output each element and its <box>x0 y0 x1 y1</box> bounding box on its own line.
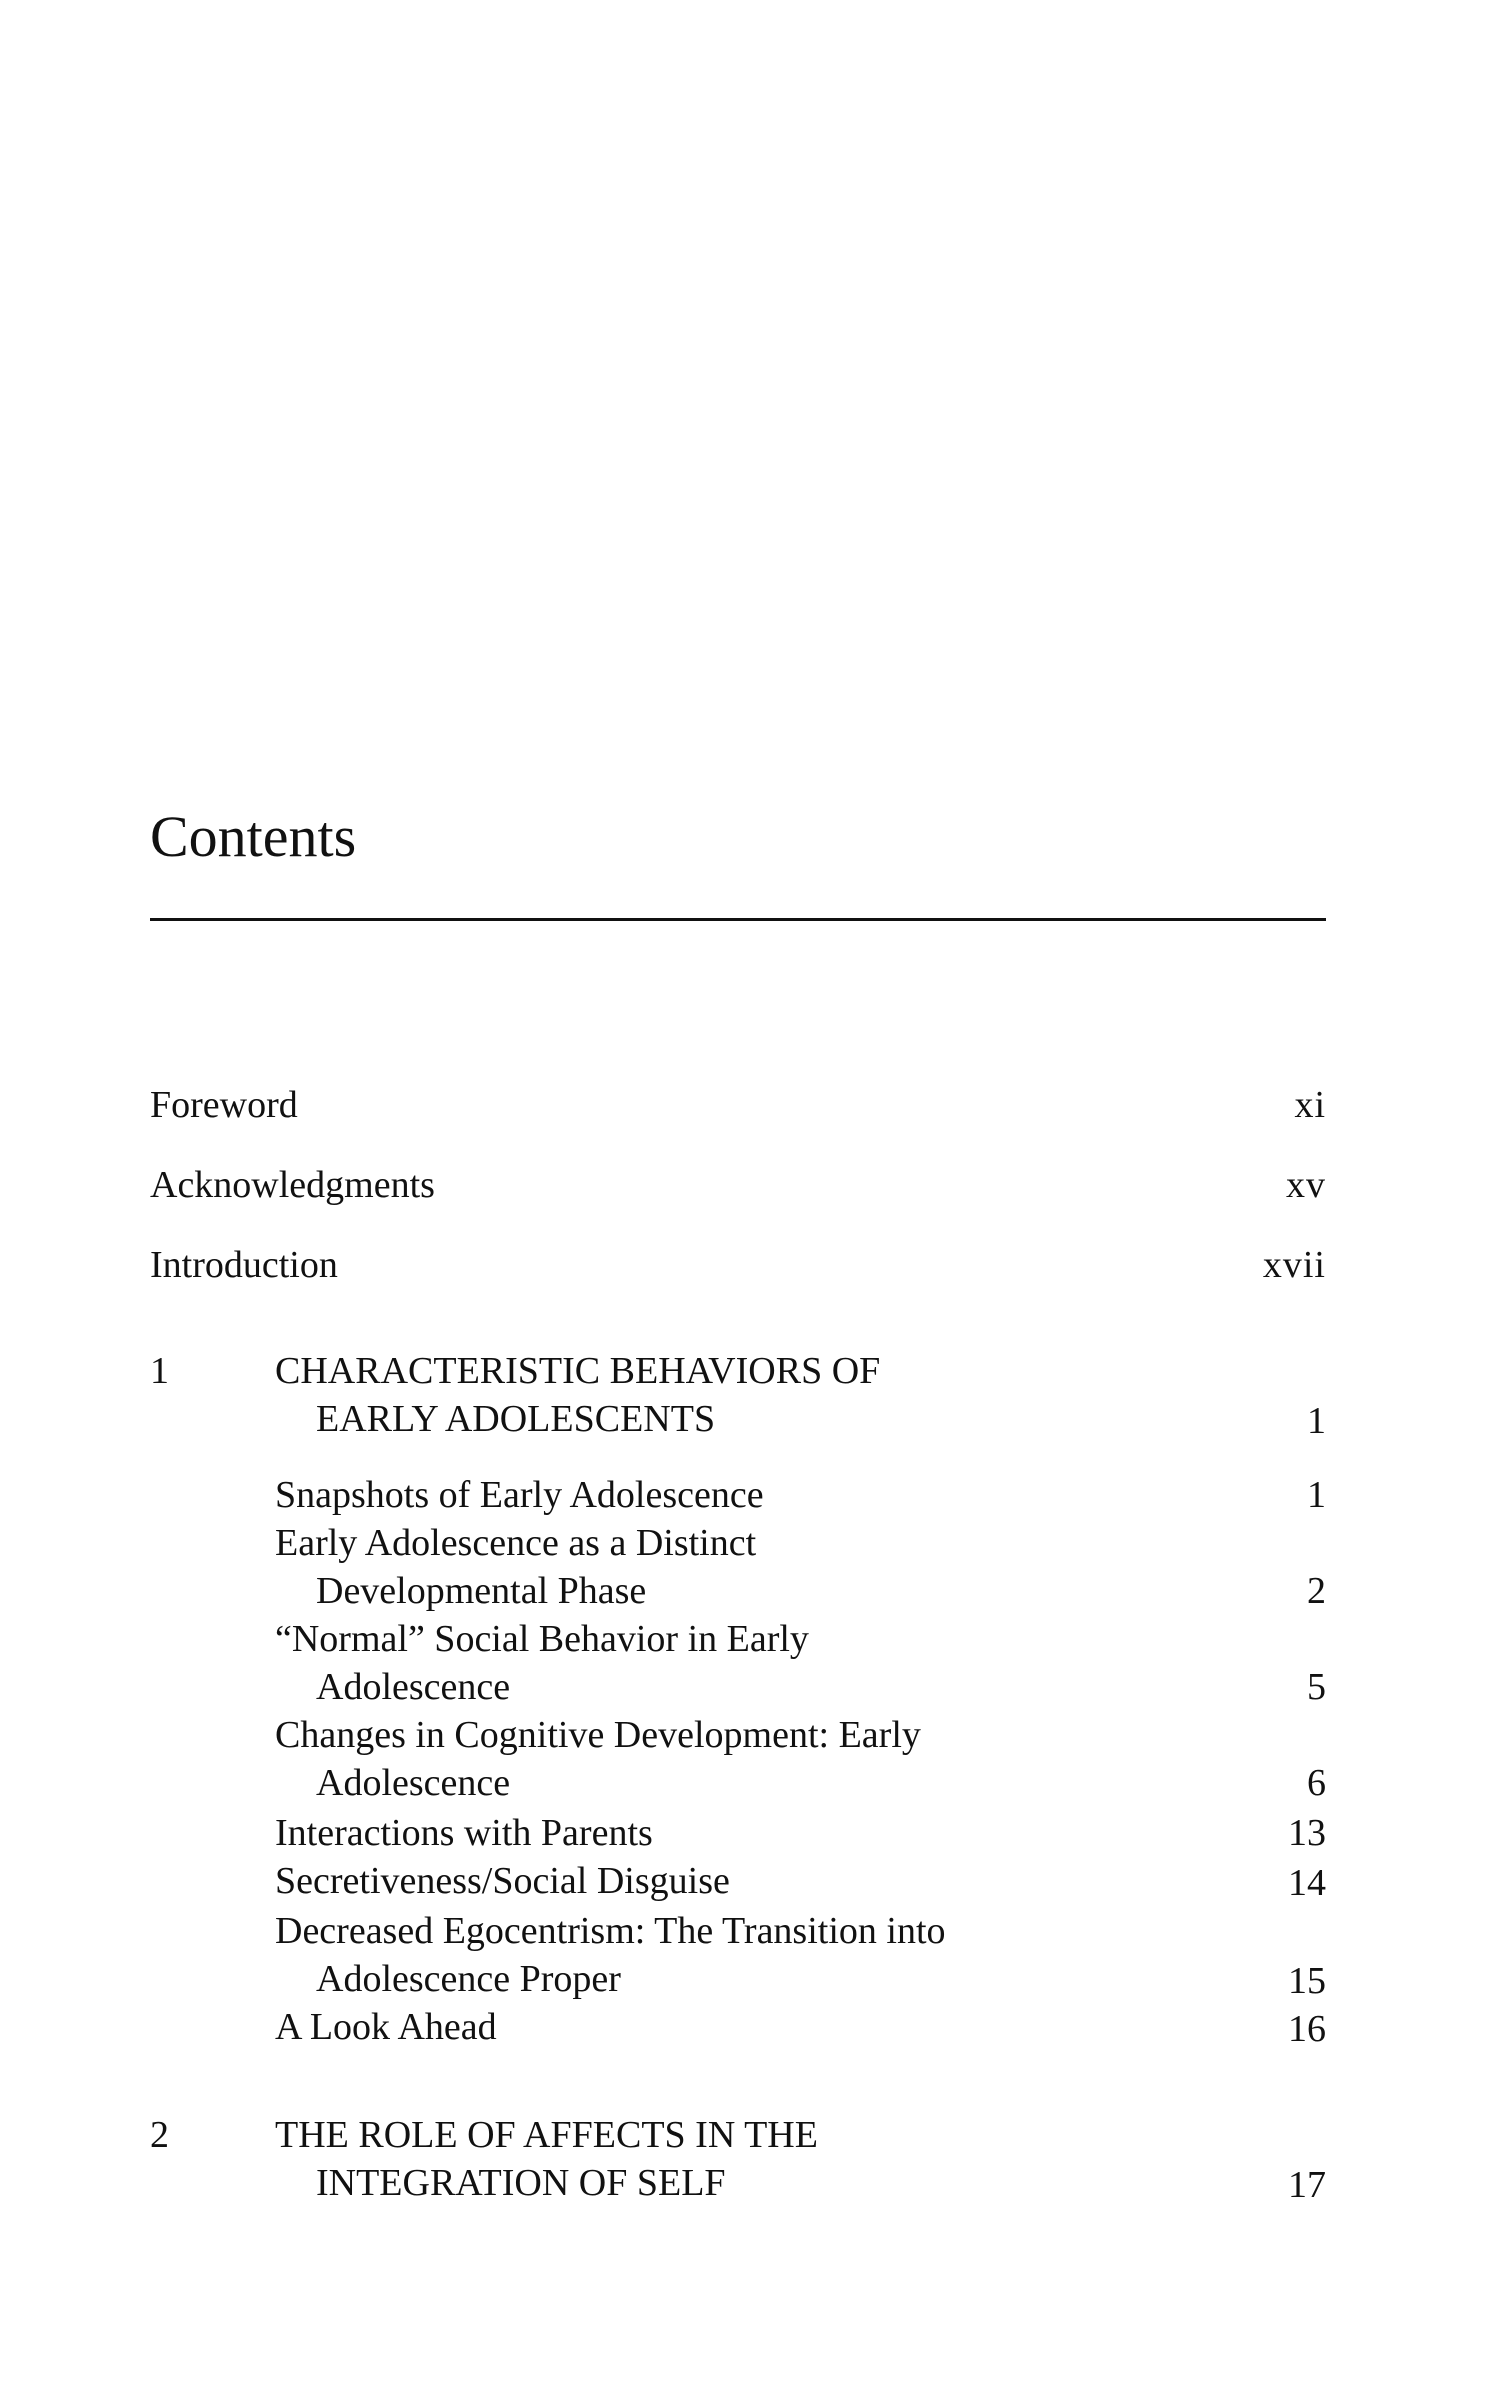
chapter-title-continued[interactable]: INTEGRATION OF SELF <box>316 2162 726 2204</box>
title-rule <box>150 918 1326 921</box>
chapter-number: 1 <box>150 1350 169 1392</box>
toc-entry-acknowledgments[interactable] <box>150 1162 1326 1208</box>
section-page-number: 2 <box>1307 1570 1326 1612</box>
section-title[interactable]: Early Adolescence as a Distinct <box>275 1522 757 1564</box>
toc-entry-label: Acknowledgments <box>150 1164 435 1206</box>
toc-entry-label: Foreword <box>150 1084 298 1126</box>
section-title-continued[interactable]: Adolescence <box>316 1762 511 1804</box>
toc-entry-introduction[interactable] <box>150 1242 1326 1288</box>
section-page-number: 1 <box>1307 1474 1326 1516</box>
toc-entry-label: Introduction <box>150 1244 338 1286</box>
toc-entry-page: xvii <box>1262 1244 1326 1286</box>
section-title[interactable]: Snapshots of Early Adolescence <box>275 1474 764 1516</box>
section-page-number: 15 <box>1288 1960 1326 2002</box>
section-page-number: 16 <box>1288 2008 1326 2050</box>
section-title[interactable]: A Look Ahead <box>275 2006 497 2048</box>
section-title[interactable]: Interactions with Parents <box>275 1812 653 1854</box>
section-title-continued[interactable]: Developmental Phase <box>316 1570 647 1612</box>
section-page-number: 5 <box>1307 1666 1326 1708</box>
section-title[interactable]: Secretiveness/Social Disguise <box>275 1860 730 1902</box>
toc-entry-page: xi <box>1294 1084 1326 1126</box>
chapter-page-number: 1 <box>1307 1400 1326 1442</box>
section-title-continued[interactable]: Adolescence <box>316 1666 511 1708</box>
section-title[interactable]: “Normal” Social Behavior in Early <box>275 1618 809 1660</box>
chapter-title[interactable]: THE ROLE OF AFFECTS IN THE <box>275 2114 818 2156</box>
chapter-title-continued[interactable]: EARLY ADOLESCENTS <box>316 1398 716 1440</box>
section-title[interactable]: Decreased Egocentrism: The Transition into <box>275 1910 946 1952</box>
section-page-number: 14 <box>1288 1862 1326 1904</box>
section-title[interactable]: Changes in Cognitive Development: Early <box>275 1714 921 1756</box>
chapter-title[interactable]: CHARACTERISTIC BEHAVIORS OF <box>275 1350 881 1392</box>
toc-entry-foreword[interactable] <box>150 1082 1326 1128</box>
toc-entry-page: xv <box>1286 1164 1326 1206</box>
section-title-continued[interactable]: Adolescence Proper <box>316 1958 621 2000</box>
section-page-number: 6 <box>1307 1762 1326 1804</box>
section-page-number: 13 <box>1288 1812 1326 1854</box>
page-title: Contents <box>150 804 357 869</box>
chapter-number: 2 <box>150 2114 169 2156</box>
chapter-page-number: 17 <box>1288 2164 1326 2206</box>
